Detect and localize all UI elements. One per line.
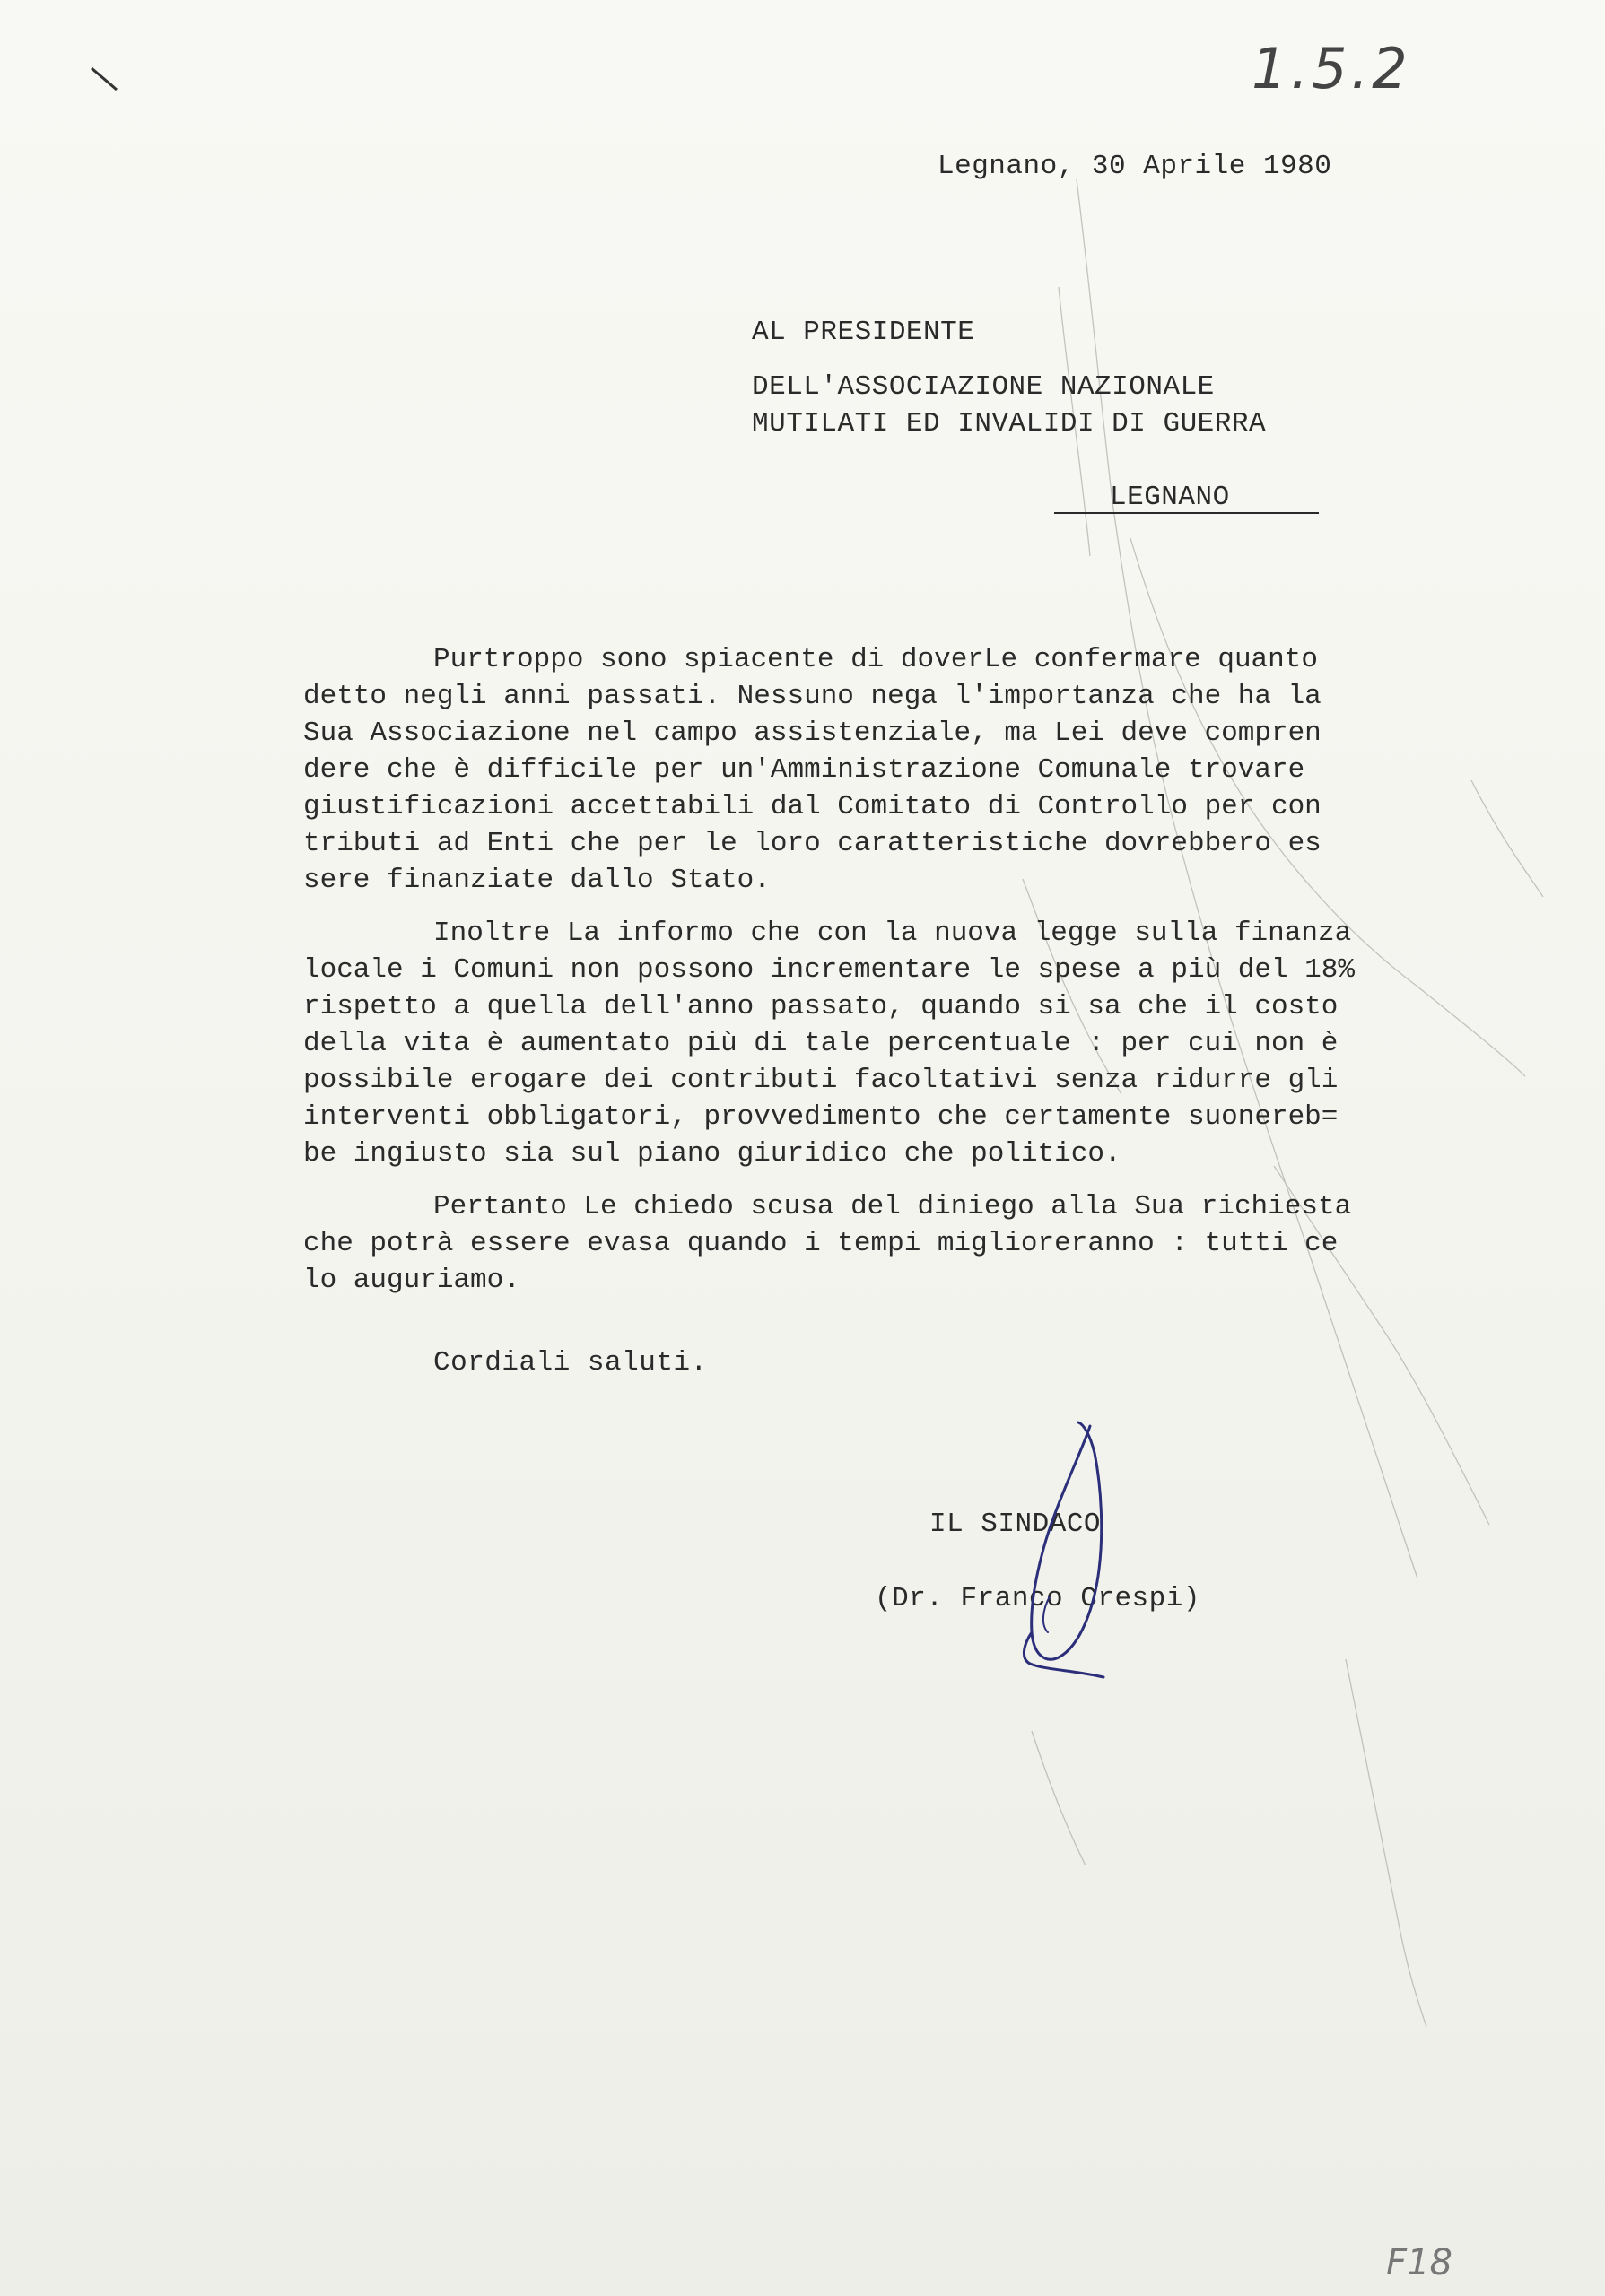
signatory-title: IL SINDACO (929, 1509, 1102, 1540)
paragraph-2 (303, 915, 1479, 1172)
letter-date: Legnano, 30 Aprile 1980 (938, 151, 1332, 182)
handwritten-signature (996, 1417, 1121, 1686)
recipient-line-2: DELL'ASSOCIAZIONE NAZIONALE (752, 371, 1215, 403)
body-line: be ingiusto sia sul piano giuridico che politico. (303, 1138, 1121, 1170)
recipient-line-3: MUTILATI ED INVALIDI DI GUERRA (752, 408, 1267, 439)
body-line: giustificazioni accettabili dal Comitato di Controllo per con (303, 791, 1322, 822)
handwritten-reference-bottom: F18 (1386, 2242, 1452, 2283)
paragraph-1 (303, 641, 1479, 899)
body-line: possibile erogare dei contributi facoltativi senza ridurre gli (303, 1065, 1339, 1096)
handwritten-reference-top: 1.5.2 (1252, 36, 1411, 101)
recipient-line-1: AL PRESIDENTE (752, 317, 975, 348)
closing-greeting: Cordiali saluti. (433, 1347, 708, 1378)
body-line: detto negli anni passati. Nessuno nega l'importanza che ha la (303, 681, 1322, 712)
letter-body (303, 641, 1479, 1315)
paragraph-3 (303, 1188, 1479, 1299)
body-line: dere che è difficile per un'Amministrazione Comunale trovare (303, 754, 1305, 786)
corner-mark (90, 63, 126, 99)
body-line: tributi ad Enti che per le loro caratteristiche dovrebbero es (303, 828, 1322, 859)
body-line: Inoltre La informo che con la nuova legge sulla finanza (433, 918, 1352, 949)
body-line: interventi obbligatori, provvedimento che certamente suonereb= (303, 1101, 1339, 1133)
body-line: lo auguriamo. (303, 1265, 520, 1296)
body-line: locale i Comuni non possono incrementare le spese a più del 18% (303, 954, 1355, 986)
body-line: rispetto a quella dell'anno passato, quando si sa che il costo (303, 991, 1339, 1022)
body-line: Purtroppo sono spiacente di doverLe confermare quanto (433, 644, 1318, 675)
body-line: che potrà essere evasa quando i tempi miglioreranno : tutti ce (303, 1228, 1339, 1259)
body-line: Pertanto Le chiedo scusa del diniego alla Sua richiesta (433, 1191, 1352, 1222)
body-line: Sua Associazione nel campo assistenziale, ma Lei deve compren (303, 718, 1322, 749)
body-line: sere finanziate dallo Stato. (303, 865, 771, 896)
body-line: della vita è aumentato più di tale percentuale : per cui non è (303, 1028, 1339, 1059)
signatory-name: (Dr. Franco Crespi) (875, 1583, 1200, 1614)
recipient-city: LEGNANO (1054, 482, 1319, 514)
